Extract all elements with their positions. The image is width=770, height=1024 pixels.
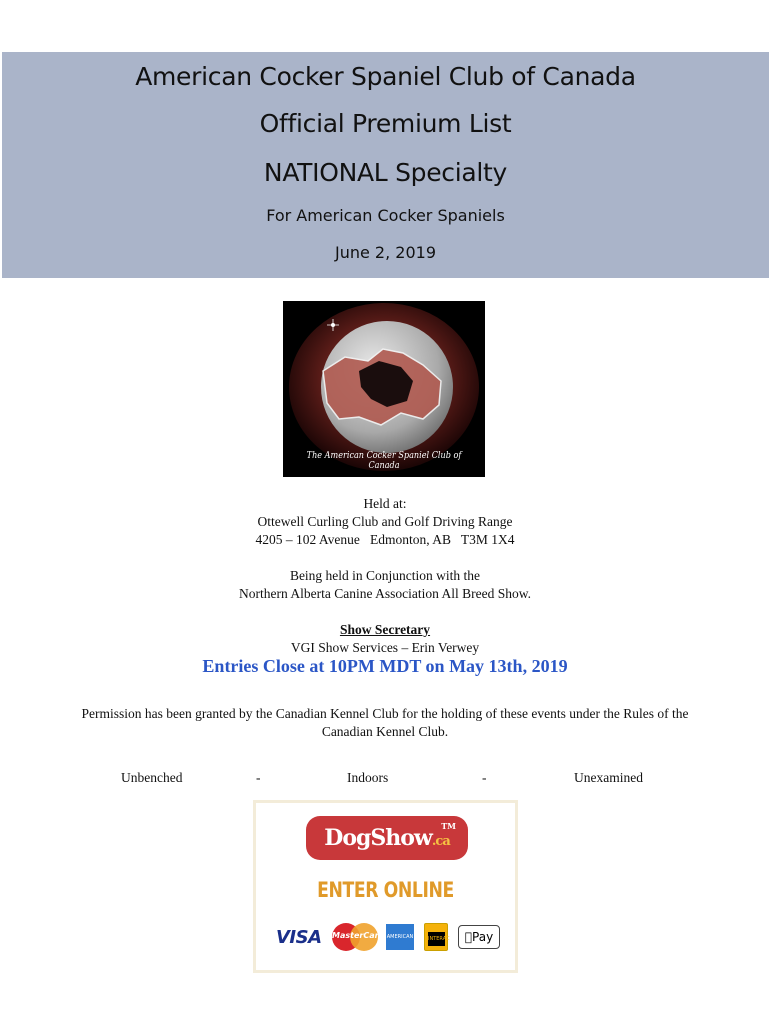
apple-pay-icon: Pay	[458, 925, 500, 949]
dogshow-brand: DogShow	[324, 825, 432, 851]
show-secretary-name: VGI Show Services – Erin Verwey	[290, 640, 480, 655]
venue-name: Ottewell Curling Club and Golf Driving Range	[257, 514, 513, 529]
conjunction-line-2: Northern Alberta Canine Association All Breed Show.	[239, 586, 531, 601]
document-title: Official Premium List	[259, 109, 512, 138]
club-logo	[283, 301, 485, 477]
trademark-mark: TM	[441, 821, 456, 831]
show-secretary-heading: Show Secretary	[339, 622, 431, 637]
enter-online-banner[interactable]	[253, 800, 518, 973]
entries-close-notice: Entries Close at 10PM MDT on May 13th, 2019	[202, 656, 568, 676]
exam-status: Unexamined	[574, 770, 643, 785]
visa-icon: VISA	[276, 927, 322, 948]
held-at-label: Held at:	[363, 496, 407, 511]
logo-caption: The American Cocker Spaniel Club of Canada	[306, 451, 462, 471]
dogshow-suffix: .ca	[431, 834, 450, 849]
event-date: June 2, 2019	[335, 243, 436, 262]
venue-address: 4205 – 102 Avenue Edmonton, AB T3M 1X4	[255, 532, 515, 547]
interac-icon: INTERAC	[424, 923, 448, 951]
club-title: American Cocker Spaniel Club of Canada	[135, 62, 636, 91]
event-title: NATIONAL Specialty	[263, 158, 508, 187]
mastercard-icon: MasterCard	[332, 921, 380, 953]
separator: -	[482, 770, 487, 785]
breed-subtitle: For American Cocker Spaniels	[266, 206, 505, 225]
benching-status: Unbenched	[121, 770, 183, 785]
permission-line-1: Permission has been granted by the Canadian Kennel Club for the holding of these events under the Rules of the	[81, 706, 689, 721]
separator: -	[256, 770, 261, 785]
amex-icon: AMERICAN EXPRESS	[386, 924, 414, 950]
payment-methods	[276, 921, 501, 966]
permission-line-2: Canadian Kennel Club.	[321, 724, 449, 739]
location-status: Indoors	[347, 770, 389, 785]
header-band	[2, 52, 769, 278]
conjunction-line-1: Being held in Conjunction with the	[289, 568, 481, 583]
enter-online-button[interactable]: ENTER ONLINE	[317, 878, 454, 902]
dogshow-logo[interactable]	[306, 816, 468, 860]
